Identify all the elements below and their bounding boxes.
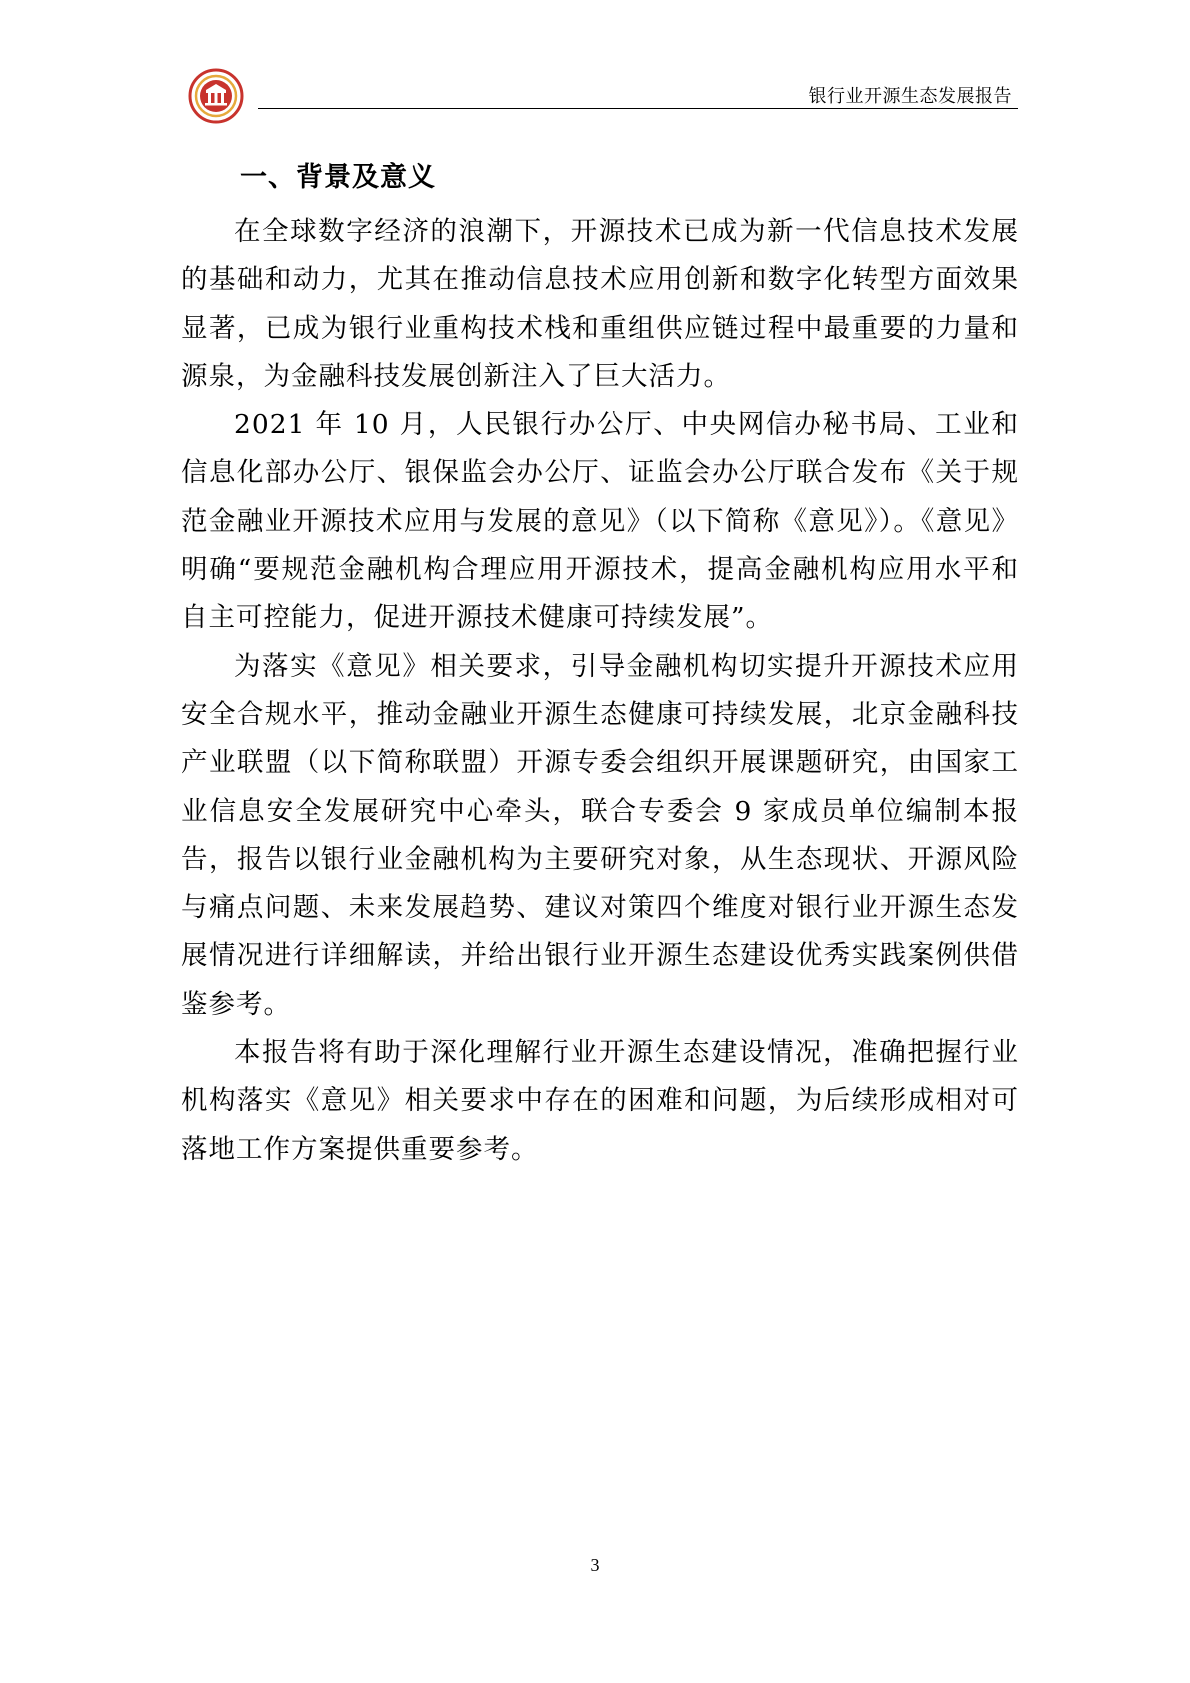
section-heading: 一、背景及意义 [240,162,436,193]
body-text [181,208,1019,1174]
alliance-seal-icon [188,68,244,124]
header-divider [258,108,1018,109]
report-title-header: 银行业开源生态发展报告 [808,86,1012,107]
paragraph: 在全球数字经济的浪潮下，开源技术已成为新一代信息技术发展的基础和动力，尤其在推动信息技术应用创新和数字化转型方面效果显著，已成为银行业重构技术栈和重组供应链过程中最重要的力量和源泉，为金融科技发展创新注入了巨大活力。 [181,216,1019,392]
paragraph: 2021 年 10 月，人民银行办公厅、中央网信办秘书局、工业和信息化部办公厅、银保监会办公厅、证监会办公厅联合发布《关于规范金融业开源技术应用与发展的意见》（以下简称《意见》）。《意见》明确“要规范金融机构合理应用开源技术，提高金融机构应用水平和自主可控能力，促进开源技术健康可持续发展”。 [181,409,1019,634]
paragraph: 为落实《意见》相关要求，引导金融机构切实提升开源技术应用安全合规水平，推动金融业开源生态健康可持续发展，北京金融科技产业联盟（以下简称联盟）开源专委会组织开展课题研究，由国家工业信息安全发展研究中心牵头，联合专委会 9 家成员单位编制本报告，报告以银行业金融机构为主要研究对象，从生态现状、开源风险与痛点问题、未来发展趋势、建议对策四个维度对银行业开源生态发展情况进行详细解读，并给出银行业开源生态建设优秀实践案例供借鉴参考。 [181,650,1019,1020]
page-number: 3 [590,1555,600,1575]
paragraph: 本报告将有助于深化理解行业开源生态建设情况，准确把握行业机构落实《意见》相关要求中存在的困难和问题，为后续形成相对可落地工作方案提供重要参考。 [181,1037,1019,1165]
